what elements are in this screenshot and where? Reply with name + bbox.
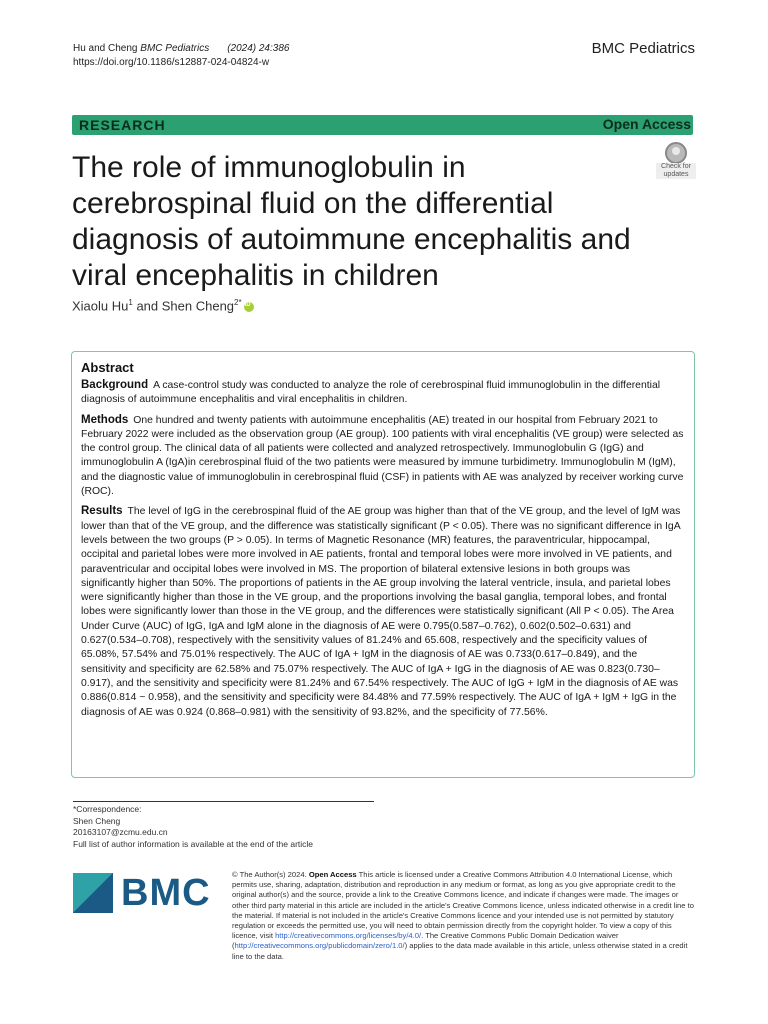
journal-name: BMC Pediatrics: [591, 40, 695, 57]
section-label: RESEARCH: [79, 117, 166, 133]
bmc-logo: [73, 873, 215, 913]
abstract-background: [81, 378, 685, 408]
abstract-methods: [81, 413, 685, 500]
bmc-logo-icon: [73, 873, 113, 913]
check-updates-label: Check for updates: [656, 163, 696, 179]
article-title: The role of immunoglobulin in cerebrospinal fluid on the differential diagnosis of autoimmune encephalitis and viral encephalitis in children: [72, 151, 631, 292]
open-access-label: Open Access: [602, 116, 691, 132]
header-authors: Hu and Cheng: [73, 43, 138, 54]
footnote-divider: [73, 801, 374, 802]
header-journal: BMC Pediatrics: [140, 43, 210, 54]
license-body-3: ) applies to the data made available in this article, unless otherwise stated in a credit line to the data.: [232, 941, 688, 961]
results-label: Results: [81, 505, 123, 518]
abstract-results: [81, 504, 685, 719]
background-label: Background: [81, 379, 149, 391]
header-volume: (2024) 24:386: [227, 43, 290, 54]
check-for-updates-button[interactable]: [656, 142, 696, 180]
license-open-access: Open Access: [308, 870, 357, 879]
methods-label: Methods: [81, 413, 129, 426]
section-band: [72, 115, 693, 135]
results-text: The level of IgG in the cerebrospinal fluid of the AE group was higher than that of the VE group, and the level of IgM was lower than that of the VE group, and the difference was statistically significant (P < 0.05). There was no significant difference in IgA levels between the two groups (P > 0.05). In terms of Magnetic Resonance (MR) features, the paraventricular, hippocampal, occipital and parietal lobes were more involved in AE patients, frontal and temporal lobes were more involved in VE patients, and paraventricular and occipital lobes were involved in MS. The proportion of bilateral extensive lesions in both groups was significantly higher than 50%. The proportions of patients in the AE group involving the lateral ventricle, insula, and parietal lobes were significantly higher than those in the VE group, and the proportions involving the basal ganglia, temporal lobes, and frontal lobes were significantly lower than those in the VE group, and the differences were statistically significant (All P < 0.05). The Area Under Curve (AUC) of IgG, IgA and IgM alone in the diagnosis of AE were 0.795(0.587–0.762), 0.602(0.502–0.631) and 0.627(0.534–0.708), respectively with the sensitivity values of 81.24% and 65.608, respectively and the specificity values of 65.08%, 57.54% and 75.01% respectively. The AUC of IgA + IgM in the diagnosis of AE was 0.733(0.617–0.849), and the sensitivity and specificity are 62.58% and 75.07% respectively. The AUC of IgA + IgG in the diagnosis of AE was 0.823(0.730–0.917), and the sensitivity and specificity were 81.24% and 67.54% respectively. The AUC of IgG + IgM in the diagnosis of AE was 0.886(0.814 ~ 0.958), and the sensitivity and specificity were 84.48% and 77.59% respectively. The AUC of IgA + IgM + IgG in the diagnosis of AE was 0.924 (0.868–0.981) with the sensitivity of 93.82%, and the specificity of 77.56%.: [81, 506, 681, 718]
license-body-1: This article is licensed under a Creative Commons Attribution 4.0 International License, which permits use, sharing, adaptation, distribution and reproduction in any medium or format, as long as you give appropriate credit to the original author(s) and the source, provide a link to the Creative Commons licence, and indicate if changes were made. The images or other third party material in this article are included in the article's Creative Commons licence, unless indicated otherwise in a credit line to the material. If material is not included in the article's Creative Commons licence and your intended use is not permitted by statutory regulation or exceeds the permitted use, you will need to obtain permission directly from the copyright holder. To view a copy of this licence, visit: [232, 870, 694, 941]
license-text: [232, 870, 695, 962]
abstract-heading: Abstract: [81, 360, 134, 375]
bmc-logo-text: BMC: [121, 872, 211, 914]
license-prefix: © The Author(s) 2024.: [232, 870, 307, 879]
background-text: A case-control study was conducted to analyze the role of cerebrospinal fluid immunoglobulin in the differential diagnosis of autoimmune encephalitis and viral encephalitis in children.: [81, 380, 661, 406]
author-name[interactable]: Xiaolu Hu: [72, 298, 129, 314]
author-name[interactable]: Shen Cheng: [161, 298, 235, 314]
correspondence-note: Full list of author information is available at the end of the article: [73, 838, 314, 849]
abstract-box: [71, 351, 695, 778]
running-header: [73, 42, 289, 70]
license-link-cc0[interactable]: http://creativecommons.org/publicdomain/zero/1.0/: [234, 941, 405, 951]
orcid-icon[interactable]: [244, 302, 254, 312]
correspondence-label: *Correspondence:: [73, 804, 142, 814]
author-affiliation: 1: [128, 298, 133, 307]
license-body-2: . The Creative Commons Public Domain Dedication waiver (: [232, 931, 619, 951]
correspondence-email[interactable]: 20163107@zcmu.edu.cn: [73, 827, 168, 837]
author-affiliation: 2*: [234, 298, 242, 307]
license-link-cc-by[interactable]: http://creativecommons.org/licenses/by/4.0/: [275, 931, 422, 941]
correspondence: [73, 804, 313, 850]
author-conjunction: and: [132, 298, 162, 314]
correspondence-name: Shen Cheng: [73, 815, 121, 826]
check-updates-icon: [665, 142, 687, 164]
header-doi[interactable]: https://doi.org/10.1186/s12887-024-04824-w: [73, 57, 270, 68]
author-list: [72, 298, 254, 313]
methods-text: One hundred and twenty patients with autoimmune encephalitis (AE) treated in our hospital from February 2021 to February 2022 were included as the observation group (AE group). 100 patients with viral encephalitis (VE group) were selected as the control group. The clinical data of all patients were collected and analyzed retrospectively. Immunoglobulin G (IgG) and immunoglobulin A (IgA)in cerebrospinal fluid of the two patients were measured by immune turbidimetry. Immunoglobulin M (IgM), and the diagnostic value of immunoglobulin in cerebrospinal fluid (CSF) in patients with AE was analyzed by receiver working curve (ROC).: [81, 414, 684, 498]
